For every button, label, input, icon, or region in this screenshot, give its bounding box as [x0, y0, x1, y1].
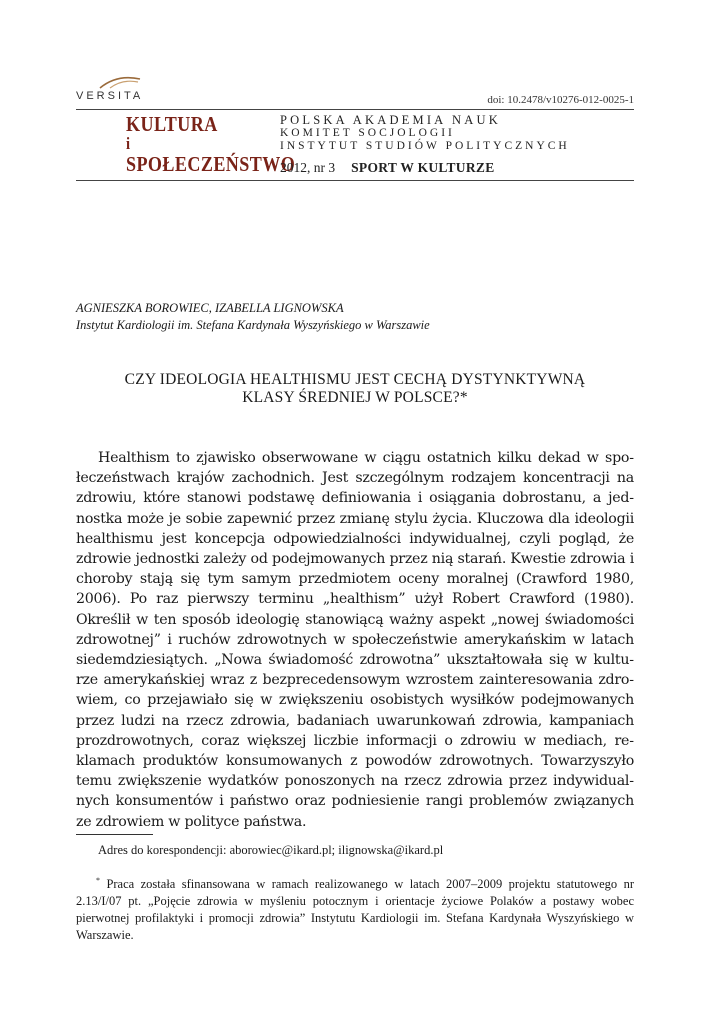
issue-topic: SPORT W KULTURZE — [351, 160, 495, 175]
footnote-rule — [76, 834, 153, 835]
author-block — [76, 300, 430, 334]
header-top-rule — [76, 109, 634, 110]
journal-logo-line2: i — [126, 134, 131, 153]
title-line-2: KLASY ŚREDNIEJ W POLSCE?* — [242, 389, 468, 406]
affiliation: Instytut Kardiologii im. Stefana Kardynała Wyszyńskiego w Warszawie — [76, 318, 430, 332]
footnote-marker: * — [96, 876, 100, 885]
journal-logo — [126, 112, 296, 176]
header-bottom-rule — [76, 180, 634, 181]
publisher-logo — [76, 76, 156, 106]
article-title — [76, 371, 634, 407]
footnote-text: Praca została sfinansowana w ramach realizowanego w latach 2007–2009 projektu statutowego nr 2.13/I/07 pt. „Pojęcie zdrowia w myśleniu potocznym i orientacje życiowe Polaków a postawy wobec pierwotnej profilaktyki i promocji zdrowia” Instytutu Kardiologii im. Stefana Kardynała Wyszyńskiego w Warszawie. — [76, 877, 634, 943]
body-paragraph: Healthism to zjawisko obserwowane w ciągu ostatnich kilku dekad w społeczeństwach krajów zachodnich. Jest szczególnym rodzajem koncentracji na zdrowiu, które stanowi podstawę definiowania i osiągania dobrostanu, a jednostka może je sobie zapewnić przez zmianę stylu życia. Kluczowa dla ideologii healthismu jest koncepcja odpowiedzialności indywidualnej, czyli pogląd, że zdrowie jednostki zależy od podejmowanych przez nią starań. Kwestie zdrowia i choroby stają się tym samym przedmiotem oceny moralnej (Crawford 1980, 2006). Po raz pierwszy terminu „healthism” użył Robert Crawford (1980). Określił w ten sposób ideologię stanowiącą ważny aspekt „nowej świadomości zdrowotnej” i ruchów zdrowotnych w społeczeństwie amerykańskim w latach siedemdziesiątych. „Nowa świadomość zdrowotna” ukształtowała się w kulturze amerykańskiej wraz z bezprecedensowym wzrostem zainteresowania zdrowiem, co przejawiało się w zwiększeniu osobistych wysiłków podejmowanych przez ludzi na rzecz zdrowia, badaniach uwarunkowań zdrowia, kampaniach prozdrowotnych, coraz większej liczbie informacji o zdrowiu w mediach, reklamach produktów konsumowanych z powodów zdrowotnych. Towarzyszyło temu zwiększenie wydatków ponoszonych na rzecz zdrowia przez indywidualnych konsumentów i państwo oraz podniesienie rangi problemów związanych ze zdrowiem w polityce państwa. — [76, 450, 634, 830]
title-line-1: CZY IDEOLOGIA HEALTHISMU JEST CECHĄ DYSTYNKTYWNĄ — [124, 371, 586, 388]
versita-swoosh-icon — [98, 76, 142, 90]
academy-name: POLSKA AKADEMIA NAUK — [280, 113, 501, 127]
institute-name: INSTYTUT STUDIÓW POLITYCZNYCH — [280, 140, 570, 152]
publisher-name: VERSITA — [76, 90, 144, 102]
committee-name: KOMITET SOCJOLOGII — [280, 127, 455, 139]
doi[interactable]: doi: 10.2478/v10276-012-0025-1 — [487, 94, 634, 106]
correspondence-address: Adres do korespondencji: aborowiec@ikard.pl; ilignowska@ikard.pl — [98, 843, 444, 857]
issue-line — [280, 160, 495, 176]
institution-block — [280, 114, 570, 153]
journal-logo-line1: KULTURA — [126, 112, 218, 136]
issue-number: 2012, nr 3 — [280, 160, 336, 175]
journal-logo-line3: SPOŁECZEŃSTWO — [126, 152, 296, 176]
authors: AGNIESZKA BOROWIEC, IZABELLA LIGNOWSKA — [76, 301, 344, 315]
footnote — [76, 872, 634, 944]
